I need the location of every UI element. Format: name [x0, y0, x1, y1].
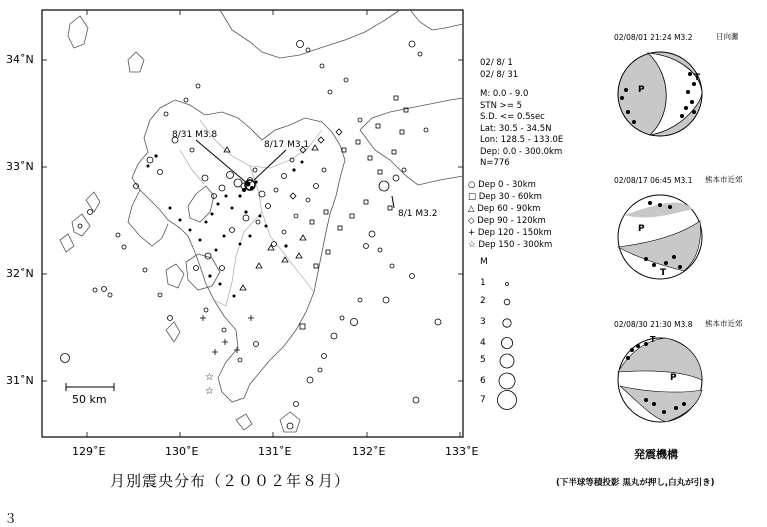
mech-3-region: 熊本市近郊 — [705, 319, 743, 328]
mech-1-datetime: 02/08/01 21:24 M3.2 — [614, 33, 693, 42]
depth-legend-item: ◇ Dep 90 - 120km — [468, 216, 546, 226]
mech-2-region: 熊本市近郊 — [705, 175, 743, 184]
info-date-start: 02/ 8/ 1 — [480, 58, 513, 68]
info-lat: Lat: 30.5 - 34.5N — [480, 123, 552, 134]
legend-star-icon: ☆ — [468, 240, 476, 250]
depth-legend-item: □ Dep 30 - 60km — [468, 192, 542, 202]
event-label-0817: 8/17 M3.1 — [264, 140, 310, 150]
magnitude-label: 7 — [480, 395, 486, 405]
lat-label-33: 33˚N — [6, 160, 34, 173]
lon-label-131: 131˚E — [258, 445, 292, 458]
lat-label-31: 31˚N — [6, 374, 34, 387]
mech-1-beachball — [610, 44, 710, 144]
magnitude-label: 2 — [480, 296, 486, 306]
mech-1-p-axis: P — [638, 85, 645, 95]
magnitude-legend-header: M — [480, 257, 488, 267]
mechanism-note: (下半球等積投影 黒丸が押し,白丸が引き) — [556, 478, 715, 488]
scale-label: 50 km — [72, 393, 107, 406]
magnitude-label: 6 — [480, 376, 486, 386]
legend-triangle-icon: △ — [468, 204, 475, 214]
svg-text:☆: ☆ — [205, 386, 214, 397]
depth-legend-item: ☆ Dep 150 - 300km — [468, 240, 553, 250]
lat-label-32: 32˚N — [6, 267, 34, 280]
event-label-0831: 8/31 M3.8 — [172, 130, 218, 140]
lon-label-133: 133˚E — [445, 445, 479, 458]
lon-label-130: 130˚E — [165, 445, 199, 458]
legend-plus-icon: + — [468, 228, 476, 238]
magnitude-label: 1 — [480, 278, 486, 288]
legend-square-icon: □ — [468, 192, 477, 202]
map-frame — [42, 10, 463, 437]
mech-3-beachball — [610, 330, 710, 430]
mech-3-datetime: 02/08/30 21:30 M3.8 — [614, 320, 693, 329]
mech-3-t-axis: T — [650, 335, 656, 344]
magnitude-label: 5 — [480, 355, 486, 365]
legend-diamond-icon: ◇ — [468, 216, 475, 226]
info-n: N=776 — [480, 158, 510, 168]
mech-2-t-axis: T — [660, 268, 667, 278]
info-dep: Dep: 0.0 - 300.0km — [480, 146, 563, 157]
lon-label-132: 132˚E — [352, 445, 386, 458]
page-number: ３ — [4, 512, 18, 527]
info-lon: Lon: 128.5 - 133.0E — [480, 135, 564, 145]
mech-2-datetime: 02/08/17 06:45 M3.1 — [614, 176, 693, 185]
mech-3-p-axis: P — [670, 373, 677, 383]
legend-circle-icon: ○ — [468, 180, 476, 190]
magnitude-label: 3 — [480, 317, 486, 327]
mech-2-beachball — [610, 187, 710, 287]
mech-2-p-axis: P — [638, 224, 645, 234]
lon-label-129: 129˚E — [72, 445, 106, 458]
map-title: 月別震央分布（２００２年８月） — [110, 472, 351, 490]
mechanism-title: 発震機構 — [634, 448, 678, 461]
depth-legend-item: + Dep 120 - 150km — [468, 228, 552, 238]
depth-legend-item: △ Dep 60 - 90km — [468, 204, 541, 214]
depth-legend-item: ○ Dep 0 - 30km — [468, 180, 536, 190]
svg-text:☆: ☆ — [205, 372, 214, 383]
lat-label-34: 34˚N — [6, 53, 34, 66]
mech-1-region: 日向灘 — [716, 32, 739, 41]
magnitude-label: 4 — [480, 338, 486, 348]
info-stn: STN >= 5 — [480, 100, 523, 111]
info-sd: S.D. <= 0.5sec — [480, 112, 545, 122]
info-magnitude: M: 0.0 - 9.0 — [480, 89, 529, 99]
event-label-0801: 8/1 M3.2 — [398, 209, 438, 219]
magnitude-circles — [494, 272, 524, 412]
query-info — [480, 58, 563, 170]
mech-1-t-axis: T — [694, 73, 701, 83]
info-date-end: 02/ 8/ 31 — [480, 69, 519, 80]
